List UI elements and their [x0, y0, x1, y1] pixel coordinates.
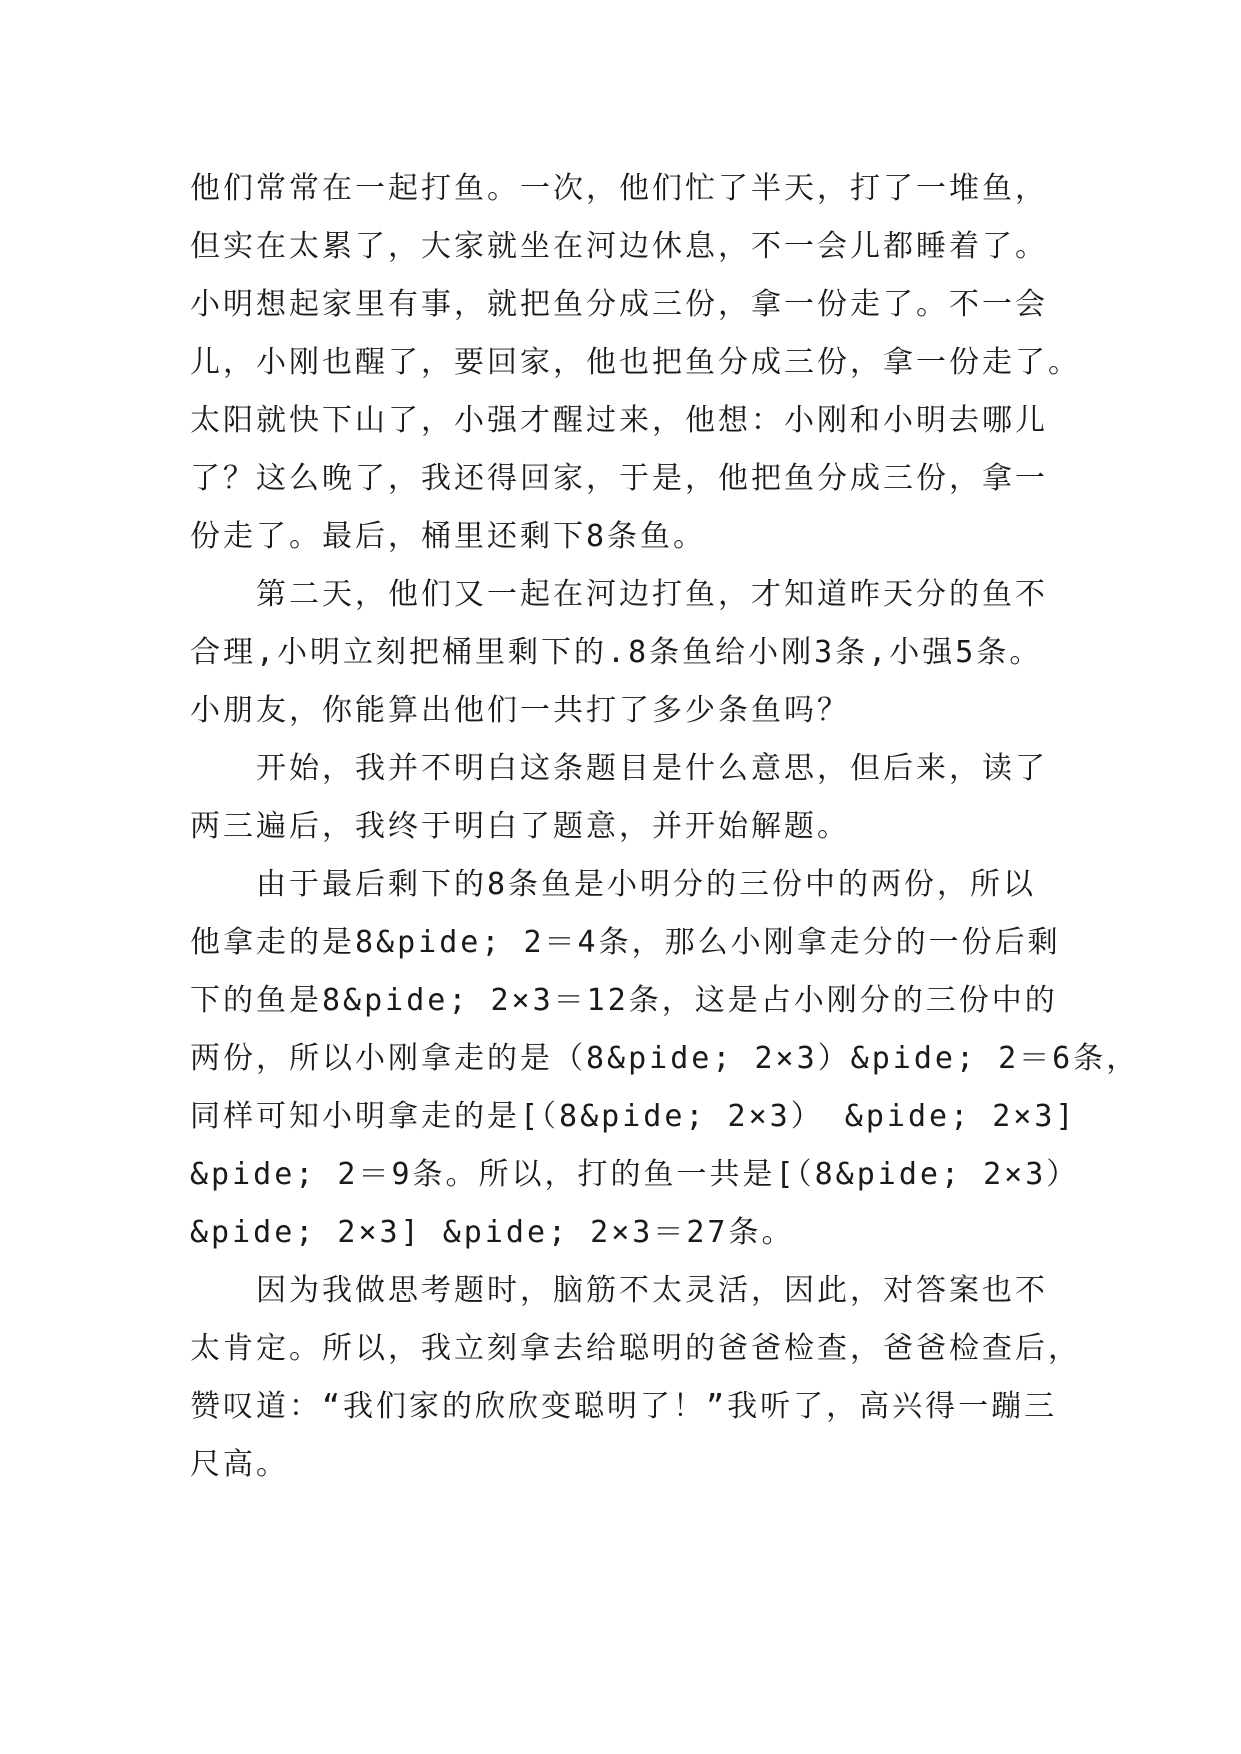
text-line: 小朋友，你能算出他们一共打了多少条鱼吗？	[190, 693, 850, 728]
text-line: &pide; 2×3] &pide; 2×3＝27条。	[190, 1215, 795, 1250]
text-line: 两份，所以小刚拿走的是（8&pide; 2×3）&pide; 2＝6条，	[190, 1041, 1140, 1076]
text-line: 尺高。	[190, 1447, 289, 1482]
text-line: 赞叹道：“我们家的欣欣变聪明了！”我听了，高兴得一蹦三	[190, 1389, 1058, 1424]
text-line: &pide; 2＝9条。所以，打的鱼一共是[（8&pide; 2×3）	[190, 1157, 1080, 1192]
text-line: 下的鱼是8&pide; 2×3＝12条，这是占小刚分的三份中的	[190, 983, 1058, 1018]
text-line: 太肯定。所以，我立刻拿去给聪明的爸爸检查，爸爸检查后，	[190, 1331, 1081, 1366]
text-line: 了？这么晚了，我还得回家，于是，他把鱼分成三份，拿一	[190, 461, 1048, 496]
body-text	[190, 160, 1140, 1494]
text-line: 但实在太累了，大家就坐在河边休息，不一会儿都睡着了。	[190, 229, 1048, 264]
text-line: 太阳就快下山了，小强才醒过来，他想：小刚和小明去哪儿	[190, 403, 1048, 438]
text-line: 开始，我并不明白这条题目是什么意思，但后来，读了	[190, 751, 1048, 786]
text-line: 因为我做思考题时，脑筋不太灵活，因此，对答案也不	[190, 1273, 1048, 1308]
text-line: 他们常常在一起打鱼。一次，他们忙了半天，打了一堆鱼，	[190, 171, 1048, 206]
text-line: 儿，小刚也醒了，要回家，他也把鱼分成三份，拿一份走了。	[190, 345, 1081, 380]
text-line: 第二天，他们又一起在河边打鱼，才知道昨天分的鱼不	[190, 577, 1048, 612]
text-line: 同样可知小明拿走的是[（8&pide; 2×3） &pide; 2×3]	[190, 1099, 1077, 1134]
text-line: 小明想起家里有事，就把鱼分成三份，拿一份走了。不一会	[190, 287, 1048, 322]
text-line: 两三遍后，我终于明白了题意，并开始解题。	[190, 809, 850, 844]
text-line: 他拿走的是8&pide; 2＝4条，那么小刚拿走分的一份后剩	[190, 925, 1061, 960]
text-line: 份走了。最后，桶里还剩下8条鱼。	[190, 519, 707, 554]
text-line: 由于最后剩下的8条鱼是小明分的三份中的两份，所以	[190, 867, 1037, 902]
text-line: 合理,小明立刻把桶里剩下的.8条鱼给小刚3条,小强5条。	[190, 635, 1043, 670]
